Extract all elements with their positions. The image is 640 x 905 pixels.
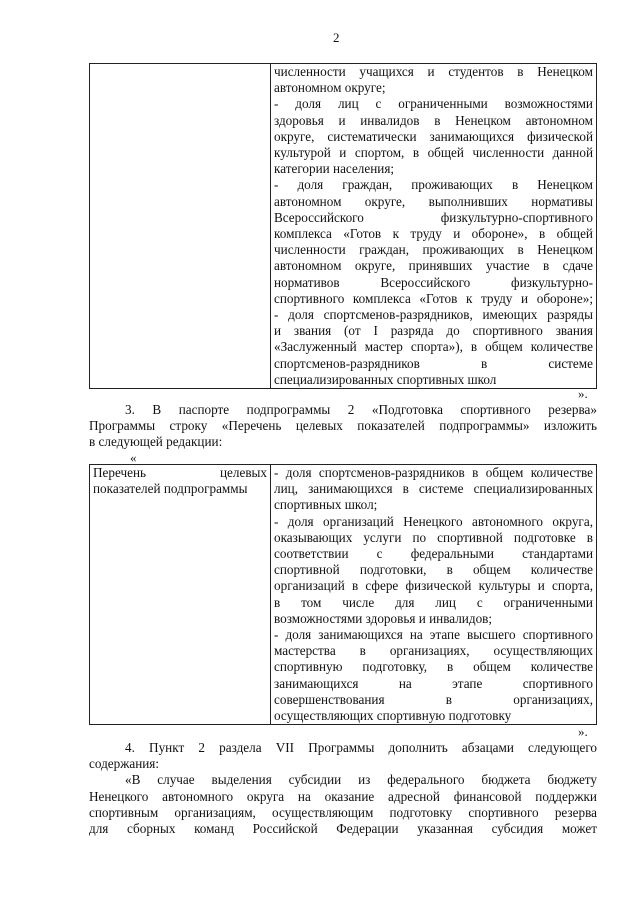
table2-line: возможностями здоровья и инвалидов;: [274, 610, 493, 626]
table2-header-line: показателей подпрограммы: [93, 481, 248, 497]
paragraph-4-line: 4. Пункт 2 раздела VII Программы дополнить абзацами следующего: [125, 740, 597, 755]
table1-line: Всероссийского физкультурно-спортивного: [274, 209, 593, 225]
table1-line: спортивного комплекса «Готов к труду и обороне»;: [274, 290, 593, 306]
indicators-table-continued: [89, 63, 597, 389]
table2-line: оказывающих услуги по спортивной подготовке в: [274, 529, 593, 545]
indicators-table-new: [89, 464, 597, 725]
table1-line: комплекса «Готов к труду и обороне», в общей: [274, 226, 593, 242]
table1-line: категории населения;: [274, 161, 395, 177]
table1-line: округе, систематически занимающихся физической: [274, 128, 593, 144]
paragraph-4-line: «В случае выделения субсидии из федерального бюджета бюджету: [125, 772, 597, 788]
table1-line: - доля лиц с ограниченными возможностями: [274, 96, 593, 112]
table1-closing-quote: ».: [578, 386, 588, 401]
table1-line: - доля граждан, проживающих в Ненецком: [274, 177, 593, 193]
table2-line: лиц, занимающихся в системе специализированных: [274, 481, 593, 497]
table2-closing-quote: ».: [578, 724, 588, 739]
table1-col2: [271, 64, 597, 389]
table1-line: - доля спортсменов-разрядников, имеющих разряды: [274, 307, 593, 323]
table2-line: занимающихся на этапе спортивного: [274, 675, 593, 691]
table2-line: - доля спортсменов-разрядников в общем количестве: [274, 465, 593, 480]
table2-line: совершенствования в организациях,: [274, 691, 593, 707]
table2-line: мастерства в организациях, осуществляющих: [274, 643, 593, 659]
table1-line: нормативов Всероссийского физкультурно-: [274, 274, 593, 290]
paragraph-3-line: Программы строку «Перечень целевых показателей подпрограммы» изложить: [89, 418, 597, 434]
table1-line: автономном округе, выполнивших нормативы: [274, 193, 593, 209]
open-quote: «: [130, 450, 137, 465]
table2-line: соответствии с федеральными стандартами: [274, 546, 593, 562]
table2-line: спортивных школ;: [274, 497, 378, 513]
paragraph-4: [89, 740, 597, 837]
table1-line: «Заслуженный мастер спорта»), в общем количестве: [274, 339, 593, 355]
table1-line: автономном округе;: [274, 80, 386, 96]
table2-line: осуществляющих спортивную подготовку: [274, 708, 512, 724]
paragraph-4-line: Ненецкого автономного округа на оказание адресной финансовой поддержки: [89, 788, 597, 804]
paragraph-4-line: для сборных команд Российской Федерации указанная субсидия может: [89, 821, 597, 837]
table2-line: спортивной подготовки, в общем количестве: [274, 562, 593, 578]
table2-line: организаций в сфере физической культуры и спорта,: [274, 578, 593, 594]
table1-line: автономном округе, принявших участие в сдаче: [274, 258, 593, 274]
paragraph-4-line: спортивным организациям, осуществляющим подготовку спортивного резерва: [89, 804, 597, 820]
paragraph-3-line: в следующей редакции:: [89, 434, 223, 450]
paragraph-3-line: 3. В паспорте подпрограммы 2 «Подготовка спортивного резерва»: [125, 402, 597, 417]
table2-col2: [271, 465, 597, 725]
table2-line: в том числе для лиц с ограниченными: [274, 594, 593, 610]
table2-line: - доля организаций Ненецкого автономного округа,: [274, 513, 593, 529]
page-number: 2: [333, 30, 340, 45]
table1-line: специализированных спортивных школ: [274, 371, 497, 387]
table2-line: спортивную подготовку, в общем количестве: [274, 659, 593, 675]
paragraph-3: [89, 402, 597, 451]
table1-line: культурой и спортом, в общей численности данной: [274, 145, 593, 161]
table1-line: численности граждан, проживающих в Ненецком: [274, 242, 593, 258]
table1-line: численности учащихся и студентов в Ненецком: [274, 64, 593, 79]
table1-line: здоровья и инвалидов в Ненецком автономном: [274, 112, 593, 128]
table2-col1: [90, 465, 271, 725]
table2-header-line: Перечень целевых: [93, 465, 267, 480]
table1-line: и звания (от I разряда до спортивного звания: [274, 323, 593, 339]
table2-line: - доля занимающихся на этапе высшего спортивного: [274, 627, 593, 643]
table1-line: спортсменов-разрядников в системе: [274, 355, 593, 371]
paragraph-4-line: содержания:: [89, 756, 160, 772]
table1-col1: [90, 64, 271, 389]
